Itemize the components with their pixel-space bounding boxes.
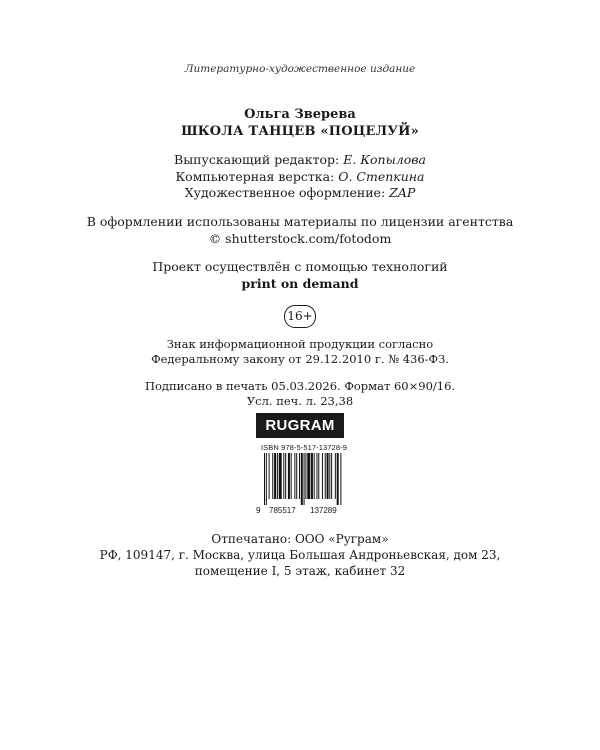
license-line: В оформлении использованы материалы по лицензии агентства <box>86 214 514 229</box>
project-technology: print on demand <box>241 275 359 291</box>
credit-role: Компьютерная верстка: <box>175 168 335 184</box>
license-note <box>0 214 600 247</box>
print-signed-line: Подписано в печать 05.03.2026. Формат 60×90/16. <box>144 379 456 393</box>
barcode-digits-right: 137289 <box>310 506 337 515</box>
barcode-bar <box>337 453 339 505</box>
credit-role: Художественное оформление: <box>184 185 386 200</box>
publisher-logo: RUGRAM <box>256 413 344 438</box>
barcode-bar <box>340 453 341 505</box>
credit-editor <box>0 152 600 169</box>
barcode-bar <box>277 453 278 499</box>
project-line: Проект осуществлён с помощью технологий <box>152 259 448 274</box>
barcode-bar <box>291 453 292 499</box>
barcode-bar <box>266 453 267 505</box>
barcode-bar <box>279 453 282 499</box>
barcode-bar <box>301 453 303 505</box>
barcode-bar <box>311 453 313 499</box>
book-title: ШКОЛА ТАНЦЕВ «ПОЦЕЛУЙ» <box>181 124 419 139</box>
barcode-bar <box>335 453 336 499</box>
barcode-bar <box>304 453 305 505</box>
author-name: Ольга Зверева <box>244 107 356 122</box>
credit-name: Е. Копылова <box>343 152 426 167</box>
credit-role: Выпускающий редактор: <box>174 152 340 167</box>
barcode-bars <box>256 453 352 507</box>
barcode-bar <box>283 453 284 499</box>
barcode-digit-prefix: 9 <box>256 506 261 515</box>
barcode-bar <box>269 453 270 499</box>
isbn-number: ISBN 978-5-517-13728-9 <box>260 443 347 452</box>
info-sign-line: Знак информационной продукции согласно <box>166 337 434 351</box>
barcode-bar <box>322 453 323 499</box>
isbn-barcode <box>256 443 352 515</box>
barcode-bar <box>305 453 306 499</box>
edition-type: Литературно-художественное издание <box>184 63 416 75</box>
credit-name: О. Степкина <box>338 168 425 184</box>
license-source: © shutterstock.com/fotodom <box>208 230 392 246</box>
printer-address: РФ, 109147, г. Москва, улица Большая Андроньевская, дом 23, <box>99 548 501 562</box>
age-rating-badge: 16+ <box>284 305 316 328</box>
printer-info <box>0 531 600 579</box>
credit-layout <box>0 169 600 186</box>
barcode-bar <box>325 453 326 499</box>
barcode-bar <box>327 453 329 499</box>
barcode-bar <box>264 453 265 505</box>
printer-name: Отпечатано: ООО «Руграм» <box>211 532 389 546</box>
barcode-bar <box>316 453 317 499</box>
barcode-bar <box>285 453 286 499</box>
info-sign-note <box>0 337 600 367</box>
credit-design <box>0 185 600 202</box>
project-note <box>0 259 600 292</box>
printer-address-room: помещение I, 5 этаж, кабинет 32 <box>194 564 406 578</box>
barcode-bar <box>272 453 273 499</box>
barcode-bar <box>288 453 290 499</box>
credit-name: ZAP <box>389 185 416 200</box>
info-sign-law: Федеральному закону от 29.12.2010 г. № 436-ФЗ. <box>151 352 449 366</box>
barcode-bar <box>307 453 310 499</box>
barcode-digits-left: 785517 <box>269 506 296 515</box>
barcode-bar <box>296 453 297 499</box>
barcode-bar <box>294 453 295 499</box>
barcode-bar <box>274 453 276 499</box>
barcode-bar <box>314 453 315 499</box>
barcode-bar <box>318 453 319 499</box>
barcode-bar <box>331 453 332 499</box>
barcode-bar <box>299 453 300 499</box>
print-sheets-line: Усл. печ. л. 23,38 <box>246 394 354 408</box>
barcode-bar <box>329 453 330 499</box>
print-info <box>0 379 600 409</box>
credits <box>0 152 600 202</box>
